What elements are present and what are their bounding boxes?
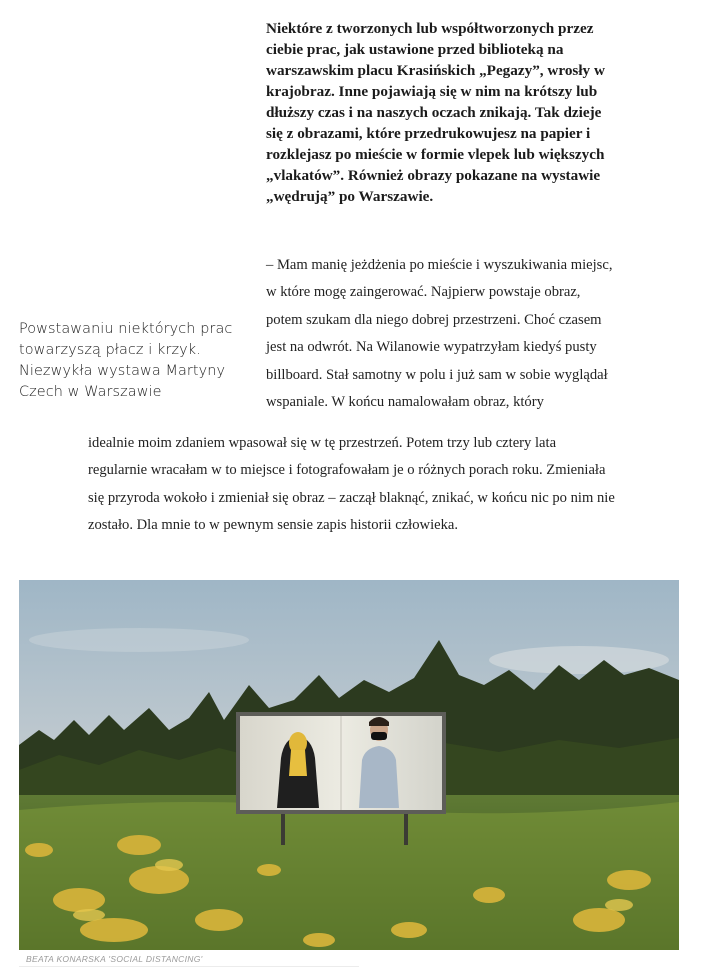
billboard-field-photo (19, 580, 679, 950)
related-article-link[interactable]: Powstawaniu niektórych prac towarzyszą płacz i krzyk. Niezwykła wystawa Martyny Czech w Warszawie (19, 321, 233, 400)
divider (19, 966, 359, 967)
interview-answer-part-1: – Mam manię jeżdżenia po mieście i wyszukiwania miejsc, w które mogę zaingerować. Najpierw powstaje obraz, potem szukam dla niego dobrej przestrzeni. Choć czasem jest na odwrót. Na Wilanowie wypatrzyłam kiedyś pusty billboard. Stał samotny w polu i już sam w sobie wyglądał wspaniale. W końcu namalowałam obraz, który (266, 257, 613, 411)
interview-question: Niektóre z tworzonych lub współtworzonych przez ciebie prac, jak ustawione przed biblioteką na warszawskim placu Krasińskich „Pegazy”, wrosły w krajobraz. Inne pojawiają się w nim na krótszy lub dłuższy czas i na naszych oczach znikają. Tak dzieje się z obrazami, które przedrukowujesz na papier i rozklejasz po mieście w formie vlepek lub większych „vlakatów”. Również obrazy pokazane na wystawie „wędrują” po Warszawie. (266, 20, 605, 205)
photo-caption: BEATA KONARSKA 'SOCIAL DISTANCING' (26, 954, 203, 964)
interview-answer-part-2: idealnie moim zdaniem wpasował się w tę przestrzeń. Potem trzy lub cztery lata regularnie wracałam w to miejsce i fotografowałam je o różnych porach roku. Zmieniała się przyroda wokoło i zmieniał się obraz – zaczął blaknąć, znikać, w końcu nic po nim nie zostało. Dla mnie to w pewnym sensie zapis historii człowieka. (88, 435, 615, 534)
